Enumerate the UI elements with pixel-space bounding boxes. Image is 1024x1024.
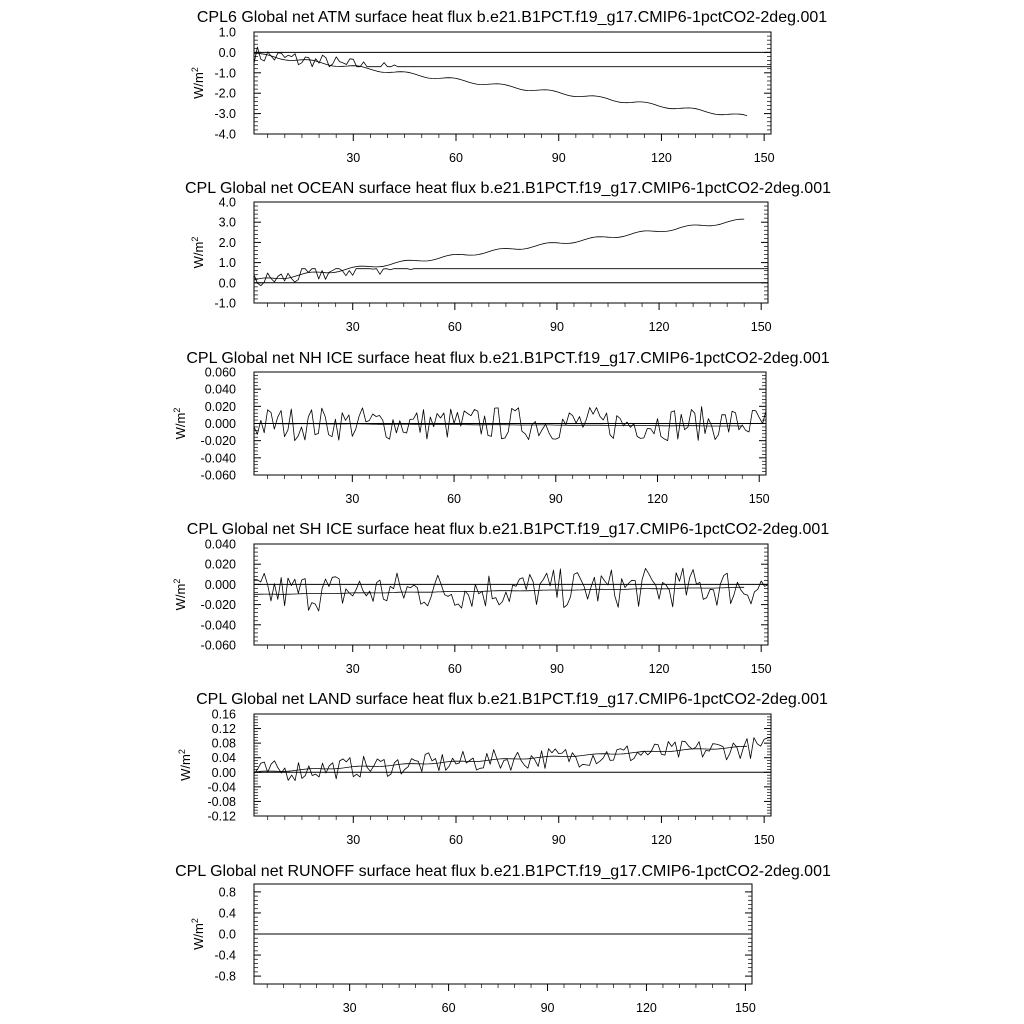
chart-panel-5 bbox=[177, 691, 828, 847]
y-tick-label: 4.0 bbox=[218, 195, 236, 210]
y-tick-label: -0.040 bbox=[200, 451, 236, 466]
y-tick-label: 0.020 bbox=[204, 399, 236, 414]
x-tick-label: 60 bbox=[449, 833, 463, 847]
chart-panel-4 bbox=[172, 521, 829, 676]
y-axis-label: $W/m^2$ bbox=[190, 67, 206, 99]
y-tick-label: -4.0 bbox=[214, 127, 236, 142]
x-tick-label: 90 bbox=[551, 833, 566, 847]
y-tick-label: 0.08 bbox=[211, 736, 236, 751]
y-tick-label: 1.0 bbox=[218, 256, 236, 271]
running-mean-line bbox=[254, 587, 744, 594]
y-tick-label: -0.08 bbox=[207, 794, 236, 809]
y-axis-label: $W/m^2$ bbox=[172, 578, 188, 611]
y-tick-label: -0.04 bbox=[207, 780, 236, 795]
y-tick-label: 0.8 bbox=[218, 885, 236, 900]
chart-panel-6 bbox=[175, 863, 831, 1015]
chart-title: CPL Global net LAND surface heat flux b.e21.B1PCT.f19_g17.CMIP6-1pctCO2-2deg.001 bbox=[196, 691, 828, 708]
y-tick-label: 0.060 bbox=[204, 365, 236, 380]
y-axis-label: $W/m^2$ bbox=[172, 407, 188, 440]
y-tick-label: 0.0 bbox=[218, 276, 236, 291]
y-tick-label: 0.04 bbox=[211, 751, 236, 766]
y-tick-label: 0.000 bbox=[204, 417, 236, 431]
x-tick-label: 120 bbox=[636, 1001, 657, 1015]
x-tick-label: 90 bbox=[550, 320, 564, 334]
x-tick-label: 60 bbox=[447, 662, 462, 676]
y-axis-label: $W/m^2$ bbox=[190, 918, 206, 950]
x-tick-label: 150 bbox=[734, 1001, 756, 1015]
x-tick-label: 30 bbox=[345, 662, 360, 676]
x-tick-label: 120 bbox=[647, 492, 668, 506]
plot-frame bbox=[254, 202, 768, 303]
y-tick-label: 1.0 bbox=[218, 25, 236, 40]
y-tick-label: -3.0 bbox=[214, 107, 236, 122]
y-tick-label: 2.0 bbox=[218, 235, 236, 250]
chart-title: CPL Global net NH ICE surface heat flux b.e21.B1PCT.f19_g17.CMIP6-1pctCO2-2deg.001 bbox=[186, 350, 830, 367]
x-tick-label: 150 bbox=[750, 320, 772, 334]
y-tick-label: -0.060 bbox=[200, 638, 236, 653]
y-tick-label: 0.16 bbox=[211, 707, 236, 722]
x-tick-label: 120 bbox=[648, 320, 670, 334]
x-tick-label: 90 bbox=[548, 492, 563, 506]
y-tick-label: -1.0 bbox=[214, 66, 236, 81]
x-tick-label: 60 bbox=[441, 1001, 456, 1015]
x-tick-label: 60 bbox=[449, 151, 463, 165]
y-tick-label: 0.4 bbox=[218, 906, 236, 921]
x-tick-label: 30 bbox=[346, 151, 361, 165]
x-tick-label: 150 bbox=[753, 151, 775, 165]
y-tick-label: -0.060 bbox=[200, 468, 236, 483]
y-tick-label: -1.0 bbox=[214, 296, 236, 311]
y-tick-label: 0.020 bbox=[204, 557, 236, 572]
x-tick-label: 90 bbox=[540, 1001, 555, 1015]
y-tick-label: -0.12 bbox=[207, 809, 236, 824]
x-tick-label: 60 bbox=[447, 492, 462, 506]
y-tick-label: -0.020 bbox=[200, 598, 236, 613]
y-tick-label: -0.040 bbox=[200, 618, 236, 633]
x-tick-label: 30 bbox=[346, 833, 361, 847]
x-tick-label: 90 bbox=[550, 662, 564, 676]
x-tick-label: 120 bbox=[648, 662, 670, 676]
chart-panel-2 bbox=[185, 180, 831, 334]
chart-title: CPL6 Global net ATM surface heat flux b.e21.B1PCT.f19_g17.CMIP6-1pctCO2-2deg.001 bbox=[196, 9, 828, 26]
plot-frame bbox=[254, 32, 771, 134]
y-tick-label: -0.020 bbox=[200, 434, 236, 449]
chart-panel-1 bbox=[190, 9, 827, 165]
x-tick-label: 120 bbox=[651, 151, 672, 165]
y-tick-label: 3.0 bbox=[218, 215, 236, 230]
y-axis-label: $W/m^2$ bbox=[190, 236, 206, 269]
x-tick-label: 60 bbox=[447, 320, 462, 334]
x-tick-label: 150 bbox=[750, 662, 772, 676]
annual-series-line bbox=[254, 568, 768, 611]
y-tick-label: 0.0 bbox=[218, 45, 236, 60]
y-tick-label: -0.8 bbox=[214, 969, 236, 984]
x-tick-label: 120 bbox=[651, 833, 672, 847]
y-tick-label: 0.000 bbox=[204, 577, 236, 592]
chart-title: CPL Global net OCEAN surface heat flux b.e21.B1PCT.f19_g17.CMIP6-1pctCO2-2deg.001 bbox=[185, 180, 831, 197]
x-tick-label: 30 bbox=[345, 320, 360, 334]
y-tick-label: 0.12 bbox=[211, 722, 236, 737]
x-tick-label: 150 bbox=[753, 833, 775, 847]
annual-series-line bbox=[254, 47, 771, 67]
y-tick-label: -0.4 bbox=[214, 948, 236, 963]
y-tick-label: 0.00 bbox=[211, 765, 236, 780]
chart-title: CPL Global net SH ICE surface heat flux b.e21.B1PCT.f19_g17.CMIP6-1pctCO2-2deg.001 bbox=[186, 521, 830, 538]
x-tick-label: 150 bbox=[748, 492, 770, 506]
y-axis-label: $W/m^2$ bbox=[177, 749, 193, 781]
y-tick-label: -2.0 bbox=[214, 86, 236, 101]
x-tick-label: 90 bbox=[551, 151, 566, 165]
y-tick-label: 0.040 bbox=[204, 537, 236, 552]
x-tick-label: 30 bbox=[345, 492, 360, 506]
y-tick-label: 0.040 bbox=[204, 382, 236, 397]
chart-title: CPL Global net RUNOFF surface heat flux b.e21.B1PCT.f19_g17.CMIP6-1pctCO2-2deg.001 bbox=[175, 863, 831, 880]
x-tick-label: 30 bbox=[342, 1001, 357, 1015]
y-tick-label: 0.0 bbox=[218, 927, 236, 942]
chart-panel-3 bbox=[172, 350, 830, 506]
running-mean-line bbox=[254, 219, 744, 280]
